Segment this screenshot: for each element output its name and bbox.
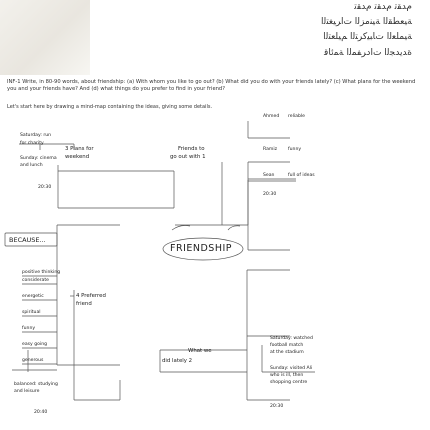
saturday-run-line2: for charity bbox=[20, 141, 44, 146]
time-1: 20:30 bbox=[38, 185, 52, 190]
arabic-line-2: ﺔﻴﻌﻄﻘﻟﺍ ﺔﻴﻨﻣﺰﻟﺍ ﺕﺍﺮﻴﻐﺘﻟﺍ bbox=[320, 17, 412, 27]
time-3: 20:40 bbox=[34, 410, 48, 415]
arabic-line-4: ﺓﺪﻳﺪﺠﻟﺍ ﺕﺍﺩﺮﻔﻤﻟﺍ ﺔﻤﺋﺎﻗ bbox=[324, 48, 412, 58]
intro-text: Let's start here by drawing a mind-map containing the ideas, giving some details. bbox=[7, 104, 213, 110]
saturday-watched-line2: football match bbox=[270, 343, 304, 348]
sunday-visited-line3: shopping centre bbox=[270, 380, 308, 385]
trait-energetic: energetic bbox=[22, 294, 44, 299]
weekend-label: weekend bbox=[65, 154, 90, 160]
plans-label: 3 Plans for bbox=[65, 146, 94, 152]
friends-go-out-line2: go out with 1 bbox=[170, 154, 206, 160]
sunday-visited-line2: who is ill, then bbox=[270, 373, 304, 378]
instructions: INF-1 Write, in 80-90 words, about friendship: (a) With whom you like to go out? (b) What did you do with your friends lately? (c) What plans for the weekend you and your friends have? And (d) what things do you prefer to find in your friend? bbox=[7, 79, 416, 92]
friends-go-out-line1: Friends to bbox=[178, 146, 205, 152]
arabic-line-1: ﻡﺪﻘﺗ ﻡﺪﻘﺗ ﻡﺪﻘﺗ bbox=[354, 2, 412, 12]
sunday-cinema-line2: and lunch bbox=[20, 163, 43, 168]
sean-name: Sean bbox=[263, 173, 275, 178]
ramiz-trait: funny bbox=[288, 147, 302, 152]
trait-positive-thinking: positive thinking bbox=[22, 270, 61, 275]
trait-funny: funny bbox=[22, 326, 36, 331]
trait-spiritual: spiritual bbox=[22, 310, 41, 315]
trait-considerate: considerate bbox=[22, 278, 49, 283]
trait-generous: generous bbox=[22, 358, 44, 363]
what-we-did-line1: What we bbox=[188, 348, 212, 354]
time-2: 20:30 bbox=[263, 192, 277, 197]
saturday-watched-line3: at the stadium bbox=[270, 350, 304, 355]
trait-easy-going: easy going bbox=[22, 342, 48, 347]
arabic-line-3: ﺔﻴﻤﻠﻌﻟﺍ ﺕﺎﺒﻴﻛﺮﺘﻟﺍ ﻢﻴﻠﻌﺘﻟﺍ bbox=[323, 32, 412, 42]
preferred-line1: 4 Preferred bbox=[76, 293, 106, 299]
what-we-did-line2: did lately 2 bbox=[162, 358, 193, 364]
sean-trait: full of ideas bbox=[288, 173, 315, 178]
center-friendship: FRIENDSHIP bbox=[170, 243, 232, 254]
sunday-visited-line1: Sunday: visited Ali bbox=[270, 366, 313, 371]
saturday-watched-line1: Saturday: watched bbox=[270, 336, 313, 341]
because-label: BECAUSE... bbox=[9, 236, 46, 244]
ramiz-name: Ramiz bbox=[263, 147, 278, 152]
saturday-run-line1: Saturday: run bbox=[20, 133, 52, 138]
preferred-line2: friend bbox=[76, 301, 92, 307]
time-4: 20:30 bbox=[270, 404, 284, 409]
balanced-line2: and leisure bbox=[14, 389, 40, 394]
ahmed-trait: reliable bbox=[288, 114, 305, 119]
sunday-cinema-line1: Sunday: cinema bbox=[20, 156, 57, 161]
balanced-line1: balanced: studying bbox=[14, 382, 58, 387]
ahmed-name: Ahmed bbox=[263, 114, 280, 119]
